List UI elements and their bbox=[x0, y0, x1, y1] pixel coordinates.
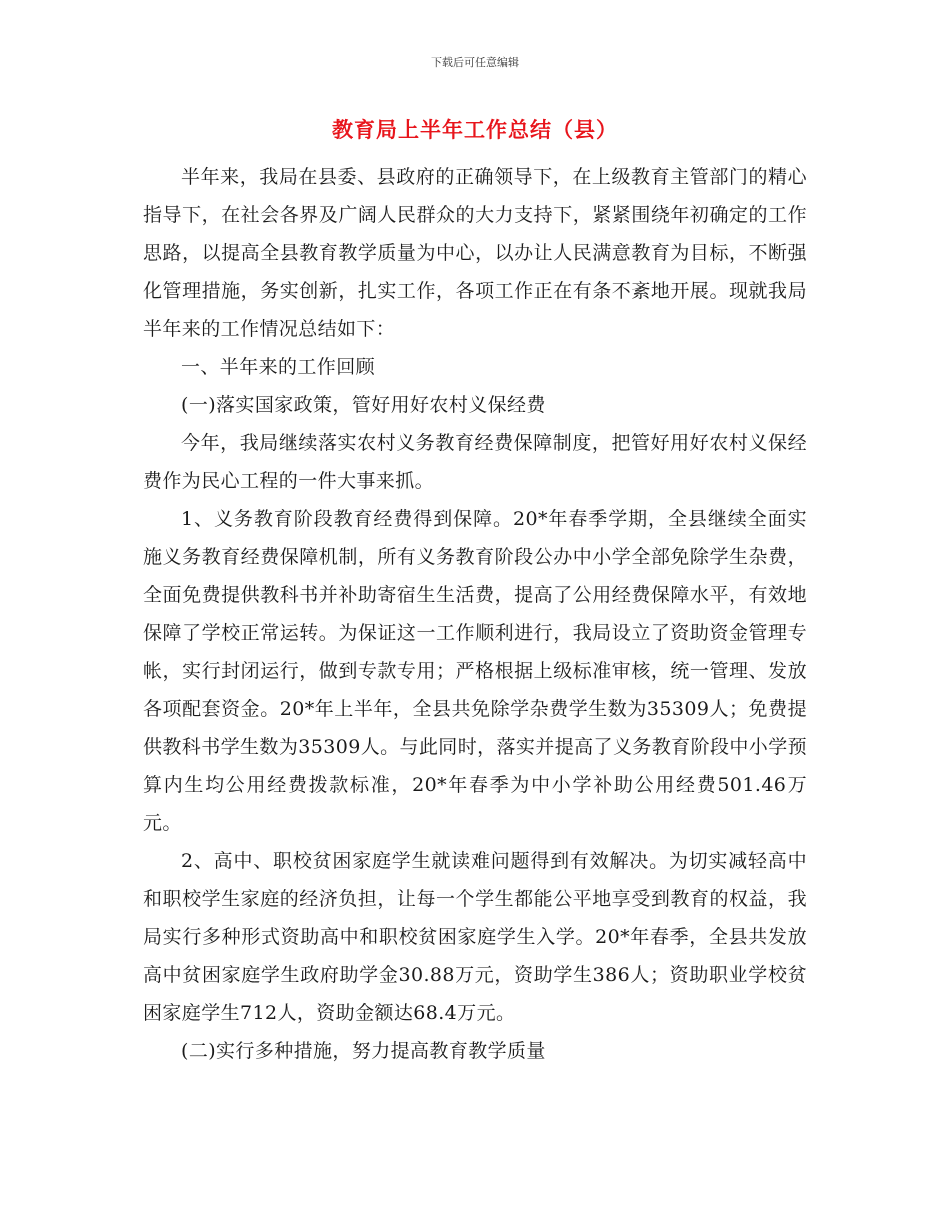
document-title: 教育局上半年工作总结（县） bbox=[332, 118, 618, 142]
paragraph-intro: 半年来，我局在县委、县政府的正确领导下，在上级教育主管部门的精心指导下，在社会各界及广阔人民群众的大力支持下，紧紧围绕年初确定的工作思路，以提高全县教育教学质量为中心，以办让人民满意教育为目标，不断强化管理措施，务实创新，扎实工作，各项工作正在有条不紊地开展。现就我局半年来的工作情况总结如下： bbox=[143, 166, 807, 340]
document-body bbox=[143, 158, 807, 1070]
header-note: 下载后可任意编辑 bbox=[431, 56, 519, 69]
heading-review: 一、半年来的工作回顾 bbox=[181, 356, 376, 378]
subheading-policy: (一)落实国家政策，管好用好农村义保经费 bbox=[181, 394, 546, 416]
paragraph-student-aid: 2、高中、职校贫困家庭学生就读难问题得到有效解决。为切实减轻高中和职校学生家庭的经济负担，让每一个学生都能公平地享受到教育的权益，我局实行多种形式资助高中和职校贫困家庭学生入学。20*年春季，全县共发放高中贫困家庭学生政府助学金30.88万元，资助学生386人；资助职业学校贫困家庭学生712人，资助金额达68.4万元。 bbox=[143, 850, 807, 1024]
paragraph-policy: 今年，我局继续落实农村义务教育经费保障制度，把管好用好农村义保经费作为民心工程的一件大事来抓。 bbox=[143, 432, 807, 492]
subheading-quality: (二)实行多种措施，努力提高教育教学质量 bbox=[181, 1040, 546, 1062]
paragraph-compulsory-funding: 1、义务教育阶段教育经费得到保障。20*年春季学期，全县继续全面实施义务教育经费保障机制，所有义务教育阶段公办中小学全部免除学生杂费，全面免费提供教科书并补助寄宿生生活费，提高了公用经费保障水平，有效地保障了学校正常运转。为保证这一工作顺利进行，我局设立了资助资金管理专帐，实行封闭运行，做到专款专用；严格根据上级标准审核，统一管理、发放各项配套资金。20*年上半年，全县共免除学杂费学生数为35309人；免费提供教科书学生数为35309人。与此同时，落实并提高了义务教育阶段中小学预算内生均公用经费拨款标准，20*年春季为中小学补助公用经费501.46万元。 bbox=[143, 508, 807, 834]
